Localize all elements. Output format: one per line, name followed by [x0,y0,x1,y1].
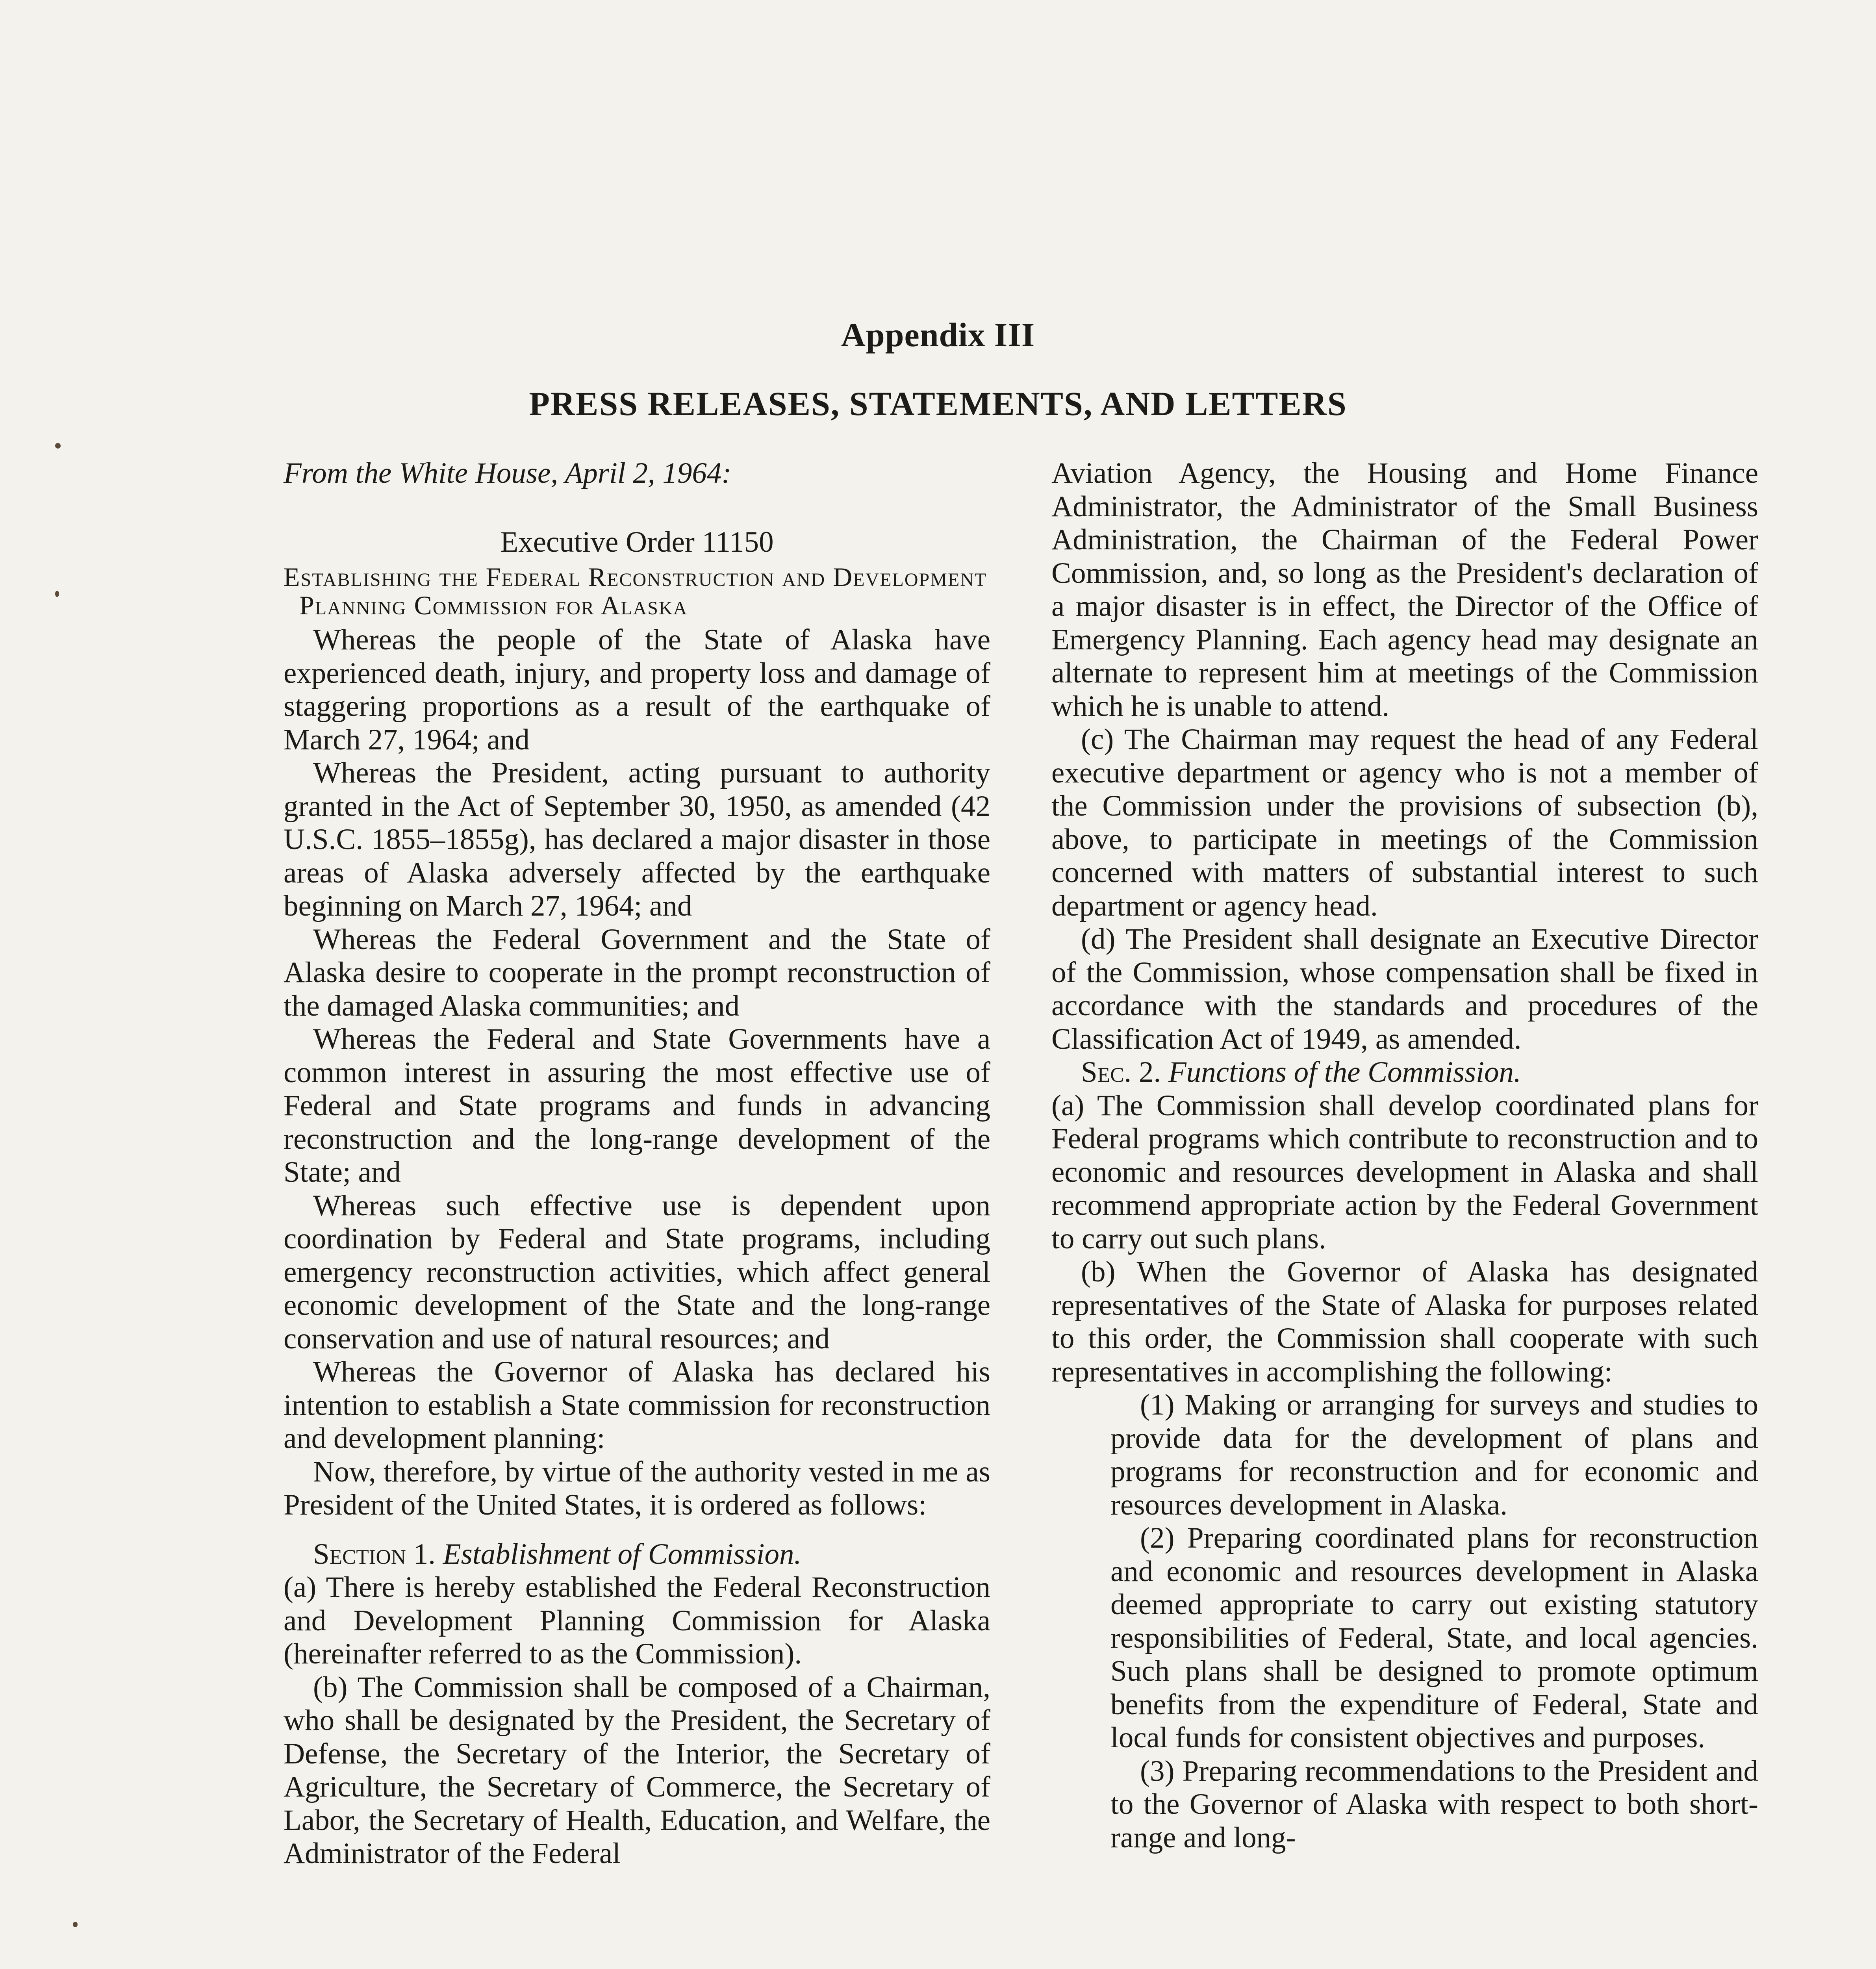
section-title: Establishment of Commission. [443,1537,802,1570]
paragraph: (c) The Chairman may request the head of any Federal executive department or agency who is not a member of the Commission under the provisions of subsection (b), above, to participate in meetings of the Commission concerned with matters of substantial interest to such department or agency head. [1051,723,1758,922]
paragraph: Whereas the Federal and State Governments have a common interest in assuring the most effective use of Federal and State programs and funds in advancing reconstruction and the long-range development of the State; and [284,1023,990,1188]
list-item: (2) Preparing coordinated plans for reconstruction and economic and resources development in Alaska deemed appropriate to carry out existing statutory responsibilities of Federal, State, and local agencies. Such plans shall be designed to promote optimum benefits from the expenditure of Federal, State and local funds for consistent objectives and purposes. [1110,1522,1758,1754]
scan-speck [73,1922,78,1927]
section-1-heading [284,1538,990,1571]
dateline: From the White House, April 2, 1964: [284,457,732,489]
section-number: 2. [1138,1056,1161,1088]
list-item: (1) Making or arranging for surveys and studies to provide data for the development of plans and programs for reconstruction and for economic and resources development in Alaska. [1110,1389,1758,1521]
section-label: Sec. [1081,1056,1132,1088]
right-column [1051,457,1758,1854]
paragraph: (a) The Commission shall develop coordinated plans for Federal programs which contribute to reconstruction and to economic and resources development in Alaska and shall recommend appropriate action by the Federal Government to carry out such plans. [1051,1089,1758,1255]
paragraph: Whereas the President, acting pursuant to authority granted in the Act of September 30, 1950, as amended (42 U.S.C. 1855–1855g), has declared a major disaster in those areas of Alaska adversely affected by the earthquake beginning on March 27, 1964; and [284,756,990,922]
appendix-heading: Appendix III [841,316,1035,354]
section-label: Section [313,1537,406,1570]
paragraph: (d) The President shall designate an Executive Director of the Commission, whose compensation shall be fixed in accordance with the standards and procedures of the Classification Act of 1949, as amended. [1051,923,1758,1055]
paragraph: (a) There is hereby established the Federal Reconstruction and Development Planning Commission for Alaska (hereinafter referred to as the Commission). [284,1571,990,1670]
scan-speck [55,443,61,449]
list-item: (3) Preparing recommendations to the President and to the Governor of Alaska with respect to both short-range and long- [1110,1754,1758,1854]
section-number: 1. [413,1537,436,1570]
paragraph: Whereas the Federal Government and the State of Alaska desire to cooperate in the prompt reconstruction of the damaged Alaska communities; and [284,923,990,1022]
paragraph: Whereas such effective use is dependent upon coordination by Federal and State programs, including emergency reconstruction activities, which affect general economic development of the State and the long-range conservation and use of natural resources; and [284,1189,990,1355]
section-title: Functions of the Commission. [1168,1056,1521,1088]
section-2-heading [1051,1056,1758,1089]
paragraph: (b) When the Governor of Alaska has designated representatives of the State of Alaska for purposes related to this order, the Commission shall cooperate with such representatives in accomplishing the following: [1051,1255,1758,1388]
executive-order-subtitle: Establishing the Federal Reconstruction and Development Planning Commission for Alaska [284,562,987,620]
paragraph: Whereas the Governor of Alaska has declared his intention to establish a State commission for reconstruction and development planning: [284,1355,990,1455]
executive-order-title: Executive Order 11150 [500,525,774,558]
paragraph: Whereas the people of the State of Alaska have experienced death, injury, and property loss and damage of staggering proportions as a result of the earthquake of March 27, 1964; and [284,623,990,756]
page-title: PRESS RELEASES, STATEMENTS, AND LETTERS [529,385,1347,423]
paragraph: Now, therefore, by virtue of the authority vested in me as President of the United States, it is ordered as follows: [284,1455,990,1521]
paragraph: (b) The Commission shall be composed of a Chairman, who shall be designated by the President, the Secretary of Defense, the Secretary of the Interior, the Secretary of Agriculture, the Secretary of Commerce, the Secretary of Labor, the Secretary of Health, Education, and Welfare, the Administrator of the Federal [284,1670,990,1870]
scan-speck [55,591,59,597]
left-column [284,457,990,1871]
paragraph: Aviation Agency, the Housing and Home Finance Administrator, the Administrator of the Small Business Administration, the Chairman of the Federal Power Commission, and, so long as the President's declaration of a major disaster is in effect, the Director of the Office of Emergency Planning. Each agency head may designate an alternate to represent him at meetings of the Commission which he is unable to attend. [1051,457,1758,723]
